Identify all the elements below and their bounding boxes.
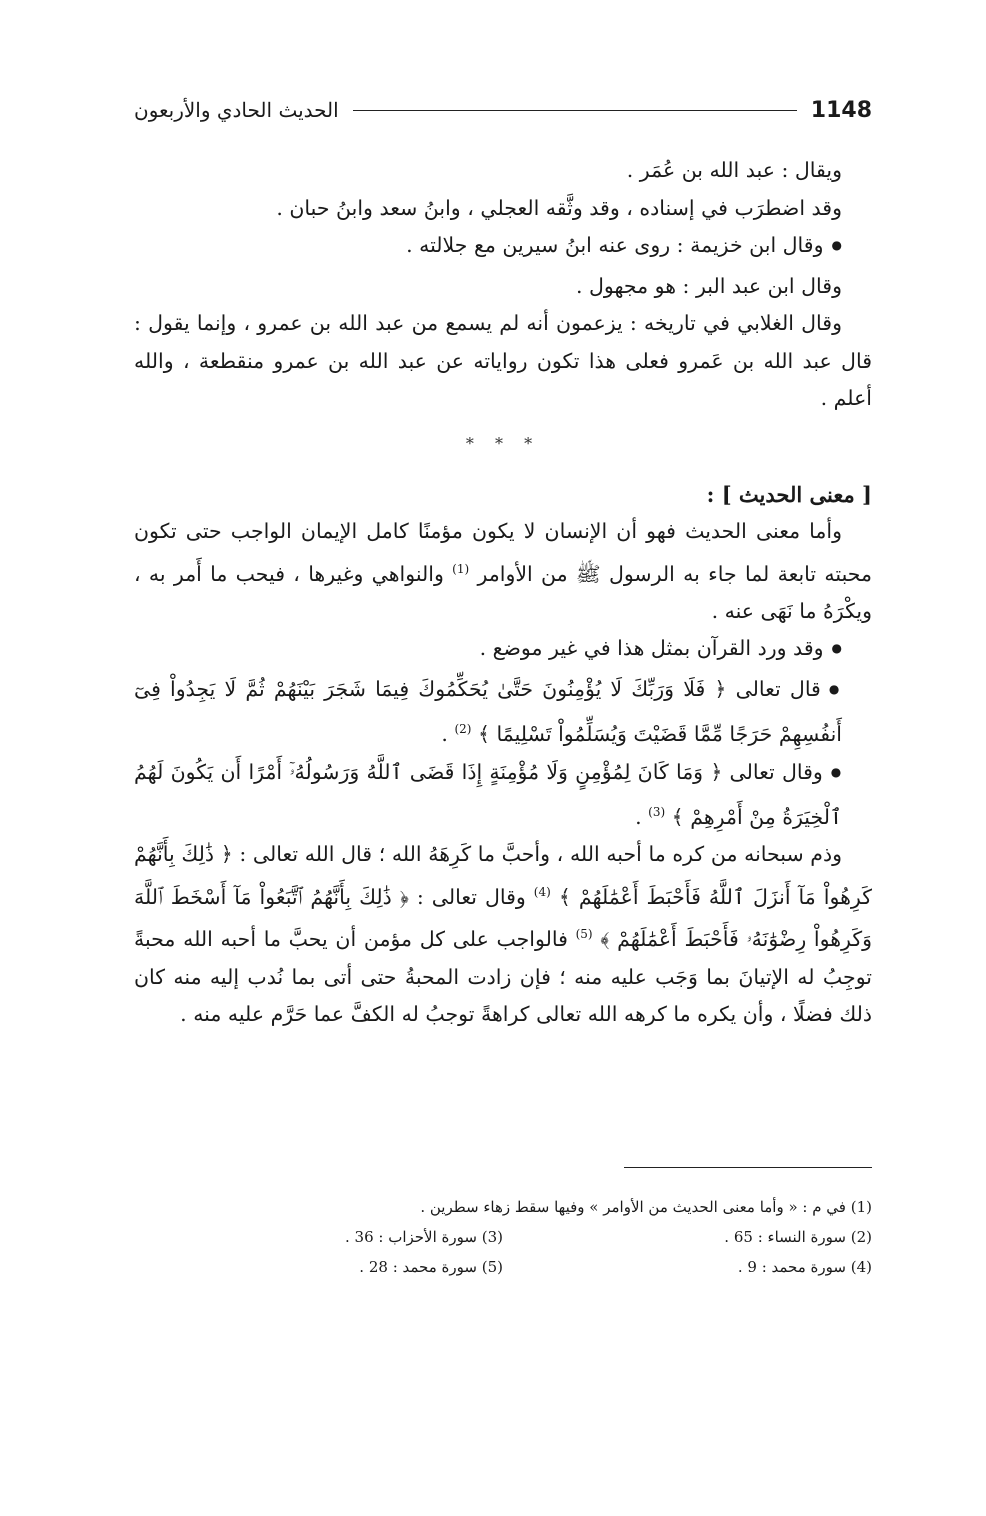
paragraph-text: فالواجب على كل مؤمن أن يحبَّ ما أحبه الله محبةً توجِبُ له الإتيانَ بما وَجَب عليه منه ؛ فإن زادت المحبةُ حتى أتى بما نُدب إليه منه كان ذلك فضلًا ، وأن يكره ما كرهه الله تعالى كراهةً توجبُ له الكفَّ عما حَرَّم عليه منه . — [134, 927, 872, 1027]
footnote: (2) سورة النساء : 65 . — [724, 1228, 872, 1246]
footnote: (3) سورة الأحزاب : 36 . — [344, 1228, 503, 1246]
page-header — [134, 92, 872, 128]
paragraph: وقال ابن عبد البر : هو مجهول . — [575, 273, 842, 298]
quran-verse-paragraph — [134, 754, 872, 837]
paragraph-text: وقال ابن خزيمة : روى عنه ابنُ سيرين مع جلالته . — [406, 233, 824, 257]
header-rule — [353, 110, 797, 111]
paragraph-text: والنواهي وغيرها ، فيحب ما أَمر به ، ويكْرَهُ ما نَهَى عنه . — [134, 561, 872, 623]
quran-verse-paragraph — [134, 671, 872, 754]
paragraph-text: وقال تعالى : ﴿ ذَٰلِكَ بِأَنَّهُمُ ٱتَّبَعُواْ مَآ أَسْخَطَ ٱللَّهَ وَكَرِهُواْ رِضْوَٰنَهُۥ فَأَحْبَطَ أَعْمَٰلَهُمْ ﴾ — [134, 884, 872, 952]
bullet-paragraph — [134, 630, 872, 671]
paragraph-text: وأما معنى الحديث فهو أن الإنسان لا يكون مؤمنًا كامل الإيمان الواجب حتى تكون محبته تابعة لما جاء به الرسول ﷺ من الأوامر — [134, 519, 872, 586]
footnote: (5) سورة محمد : 28 . — [359, 1258, 503, 1276]
section-heading: [ معنى الحديث ] : — [706, 481, 872, 507]
paragraph: وقال الغلابي في تاريخه : يزعمون أنه لم يسمع من عبد الله بن عمرو ، وإنما يقول : قال عبد الله بن عَمرو فعلى هذا تكون رواياته عن عبد الله بن عمرو منقطعة ، والله أعلم . — [134, 311, 872, 410]
paragraph — [134, 513, 872, 630]
paragraph-text: وقد ورد القرآن بمثل هذا في غير موضع . — [479, 636, 824, 661]
footnote-ref[interactable]: (1) — [452, 561, 470, 576]
paragraph-text: قال تعالى ﴿ فَلَا وَرَبِّكَ لَا يُؤْمِنُونَ حَتَّىٰ يُحَكِّمُوكَ فِيمَا شَجَرَ بَيْنَهُمْ ثُمَّ لَا يَجِدُواْ فِىٓ أَنفُسِهِمْ حَرَجًا مِّمَّا قَضَيْتَ وَيُسَلِّمُواْ تَسْلِيمًا ﴾ — [134, 676, 842, 747]
footnote-row — [134, 1252, 872, 1282]
footnote: (1) في م : « وأما معنى الحديث من الأوامر » وفيها سقط زهاء سطرين . — [420, 1198, 872, 1216]
footnote-ref[interactable]: (3) — [648, 805, 666, 820]
footnote-ref[interactable]: (4) — [533, 884, 551, 899]
paragraph: وقد اضطرَب في إسناده ، وقد وثَّقه العجلي ، وابنُ سعد وابنُ حبان . — [276, 195, 842, 220]
page-body — [134, 152, 872, 1034]
paragraph-text: . — [441, 722, 448, 747]
footnote: (4) سورة محمد : 9 . — [737, 1258, 872, 1276]
footnote-ref[interactable]: (5) — [575, 927, 593, 942]
paragraph — [134, 836, 872, 1033]
footnote-row — [134, 1222, 872, 1252]
running-title: الحديث الحادي والأربعون — [134, 98, 339, 122]
footnotes — [134, 1192, 872, 1282]
paragraph: ويقال : عبد الله بن عُمَر . — [626, 158, 842, 182]
footnote-ref[interactable]: (2) — [454, 722, 472, 737]
footnote-rule — [624, 1167, 872, 1168]
page-number: 1148 — [810, 97, 872, 123]
section-separator: * * * — [465, 433, 541, 453]
paragraph-text: . — [635, 804, 642, 829]
paragraph-text: وقال تعالى ﴿ وَمَا كَانَ لِمُؤْمِنٍ وَلَا مُؤْمِنَةٍ إِذَا قَضَى ٱللَّهُ وَرَسُولُهُۥٓ أَمْرًا أَن يَكُونَ لَهُمُ ٱلْخِيَرَةُ مِنْ أَمْرِهِمْ ﴾ — [134, 759, 842, 829]
bullet-paragraph — [134, 227, 872, 268]
paragraph-text: وذم سبحانه من كره ما أحبه الله ، وأحبَّ ما كَرِهَهُ الله ؛ قال الله تعالى : ﴿ ذَٰلِكَ بِأَنَّهُمْ كَرِهُواْ مَآ أَنزَلَ ٱللَّهُ فَأَحْبَطَ أَعْمَٰلَهُمْ ﴾ — [134, 842, 872, 909]
